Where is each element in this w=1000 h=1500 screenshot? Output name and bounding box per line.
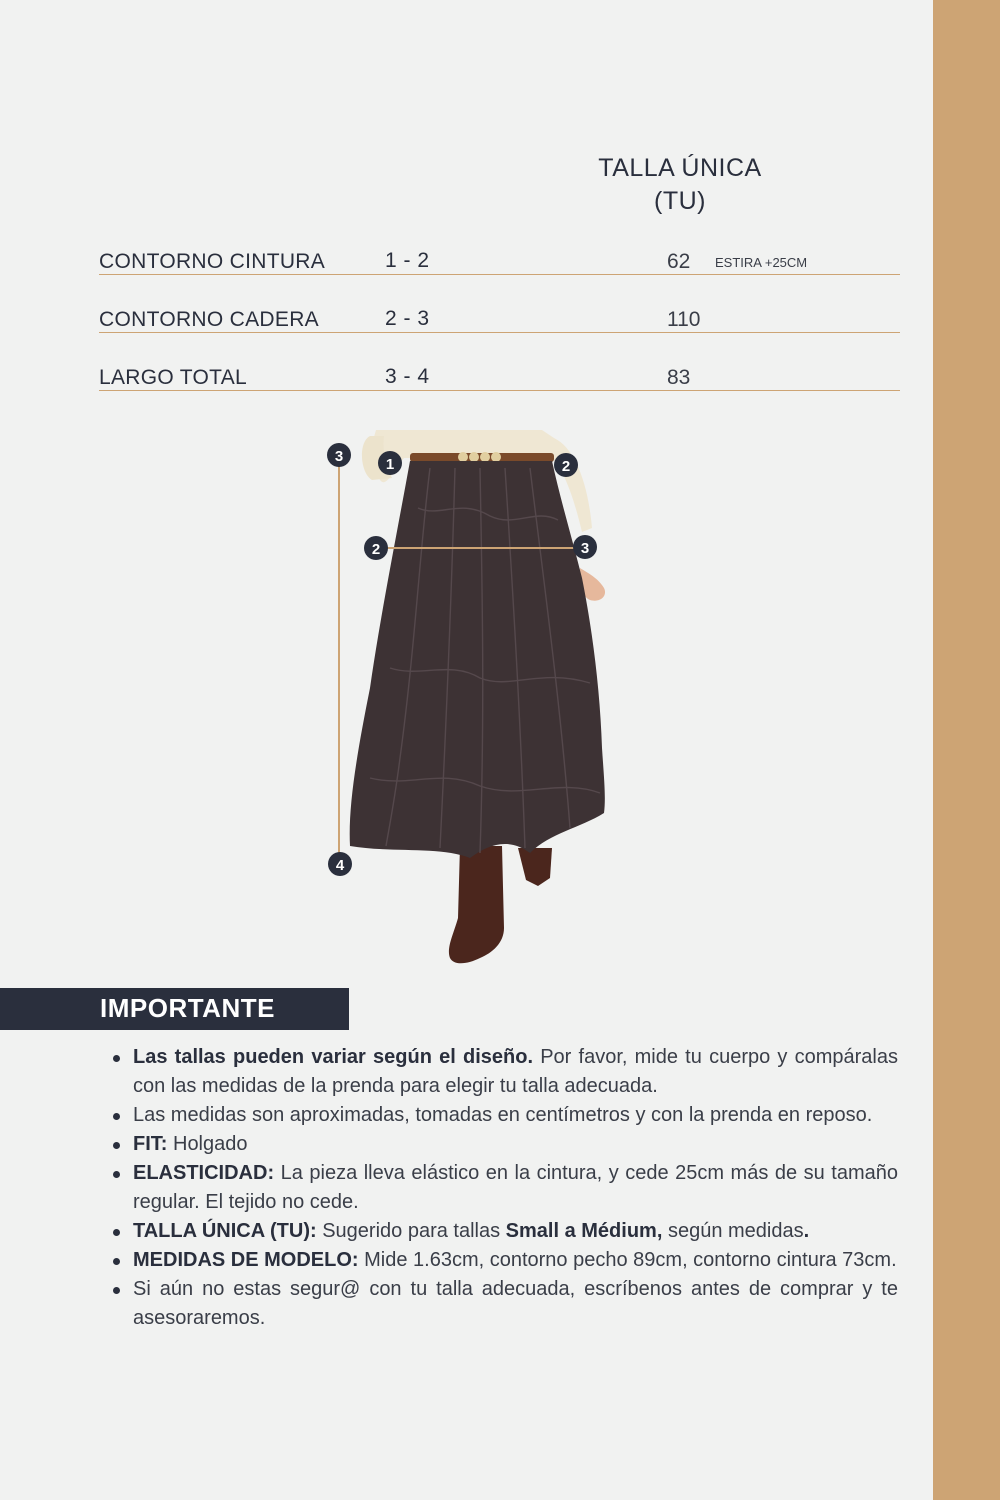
marker-hip-right (573, 535, 597, 559)
marker-label: 2 (561, 458, 571, 475)
important-banner (0, 988, 349, 1030)
measurement-label: CONTORNO CINTURA (99, 250, 326, 273)
marker-hip-left (364, 536, 388, 560)
note-item: TALLA ÚNICA (TU): Sugerido para tallas Small a Médium, según medidas. (133, 1217, 898, 1246)
measurement-row-hip (99, 302, 900, 333)
note-item: ELASTICIDAD: La pieza lleva elástico en la cintura, y cede 25cm más de su tamaño regular. El tejido no cede. (133, 1159, 898, 1217)
measurement-value: 62 (667, 250, 691, 273)
note-item: Si aún no estas segur@ con tu talla adecuada, escríbenos antes de comprar y te asesoraremos. (133, 1275, 898, 1333)
skirt-measurement-figure (320, 428, 620, 973)
note-item: MEDIDAS DE MODELO: Mide 1.63cm, contorno pecho 89cm, contorno cintura 73cm. (133, 1246, 898, 1275)
note-item: Las medidas son aproximadas, tomadas en centímetros y con la prenda en reposo. (133, 1101, 898, 1130)
accent-side-bar (933, 0, 1000, 1500)
important-title: IMPORTANTE (100, 993, 275, 1023)
measurement-row-length (99, 360, 900, 391)
note-item: Las tallas pueden variar según el diseño. Por favor, mide tu cuerpo y compáralas con las medidas de la prenda para elegir tu talla adecuada. (133, 1043, 898, 1101)
marker-label: 3 (334, 448, 344, 465)
skirt-illustration (320, 428, 620, 973)
marker-label: 1 (385, 456, 395, 473)
important-notes-list (133, 1043, 898, 1333)
marker-label: 2 (371, 541, 381, 558)
measurement-row-waist (99, 244, 900, 275)
marker-length-bottom (328, 852, 352, 876)
measurement-label: CONTORNO CADERA (99, 308, 319, 331)
marker-waist-right (554, 453, 578, 477)
measurement-label: LARGO TOTAL (99, 366, 248, 389)
measurement-value: 110 (667, 308, 701, 331)
measurement-note: ESTIRA +25CM (715, 255, 808, 270)
measurement-points: 1 - 2 (385, 249, 430, 272)
measurement-value: 83 (667, 366, 691, 389)
measurement-points: 3 - 4 (385, 365, 430, 388)
marker-label: 3 (580, 540, 590, 557)
marker-length-top (327, 443, 351, 467)
measurement-points: 2 - 3 (385, 307, 430, 330)
size-header-line1: TALLA ÚNICA (598, 154, 762, 182)
size-header-line2: (TU) (654, 187, 706, 215)
marker-waist-left (378, 451, 402, 475)
note-item: FIT: Holgado (133, 1130, 898, 1159)
size-column-header (580, 152, 780, 218)
marker-label: 4 (335, 857, 345, 874)
